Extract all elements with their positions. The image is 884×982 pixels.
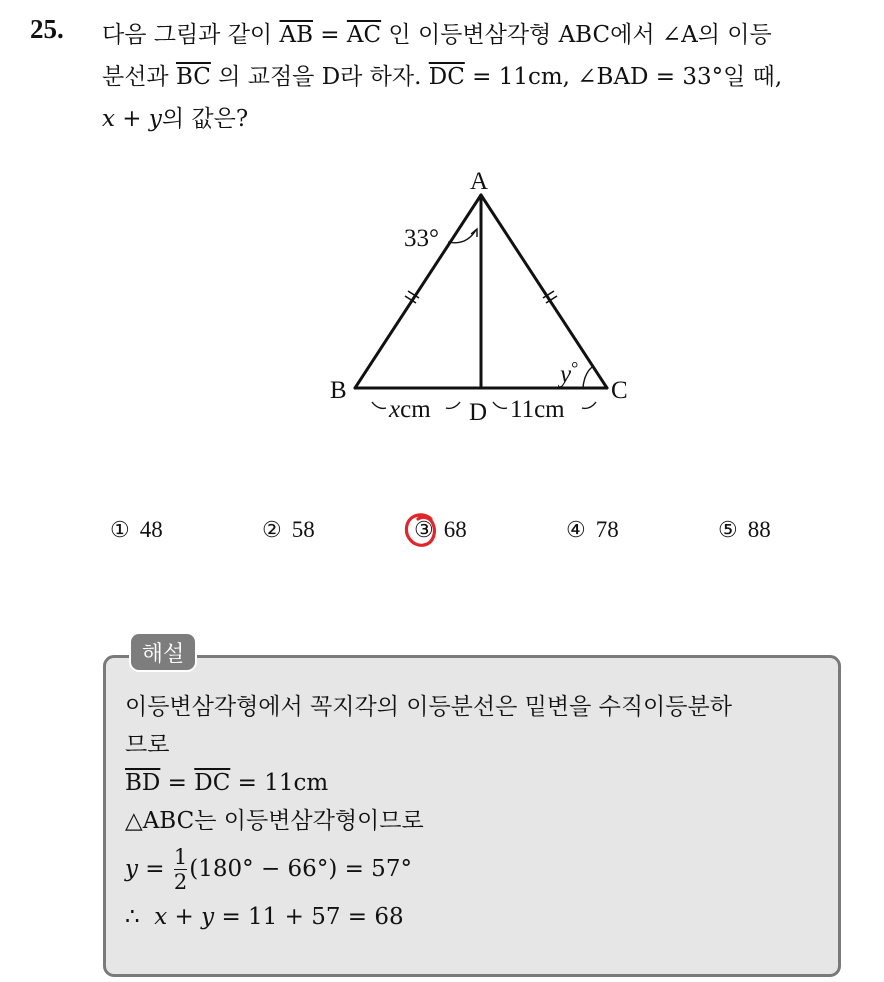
- solution-content: [125, 688, 825, 936]
- angle-33-label: 33°: [404, 225, 439, 252]
- bd-length-label: xcm: [389, 396, 431, 423]
- segment-ac: $\overline{AC}$: [346, 22, 382, 48]
- choice-5[interactable]: ⑤ 88: [718, 517, 771, 542]
- label-c: C: [611, 377, 628, 404]
- tick-ab-2: [408, 291, 419, 298]
- segment-ab: $\overline{AB}$: [279, 22, 313, 48]
- question-text: [102, 14, 862, 140]
- angle-a-arc: [448, 230, 476, 243]
- choice-3[interactable]: ③ 68: [414, 517, 467, 542]
- question-line-3: x + y의 값은?: [102, 106, 249, 132]
- segment-dc: $\overline{DC}$: [428, 64, 465, 90]
- fraction-one-half: $\frac{1}{2}$: [173, 844, 188, 894]
- choice-1[interactable]: ① 48: [110, 517, 163, 542]
- segment-bc: $\overline{BC}$: [175, 64, 211, 90]
- tick-ac-1: [543, 291, 554, 298]
- side-ab: [355, 195, 481, 388]
- angle-a-arrowhead: [471, 229, 477, 237]
- segment-dc-solution: $\overline{DC}$: [194, 770, 231, 796]
- solution-line-1: 이등변삼각형에서 꼭지각의 이등분선은 밑변을 수직이등분하: [125, 694, 732, 720]
- choice-4[interactable]: ④ 78: [566, 517, 619, 542]
- question-number: 25.: [30, 14, 64, 44]
- choice-2[interactable]: ② 58: [262, 517, 315, 542]
- tick-ab-1: [405, 296, 416, 303]
- segment-bd: $\overline{BD}$: [125, 770, 161, 796]
- solution-line-5: y = $\frac{1}{2}$ (180° − 66°) = 57°: [125, 844, 412, 894]
- solution-tab: 해설: [129, 632, 197, 672]
- solution-line-2: 므로: [125, 732, 170, 758]
- question-line-1: 다음 그림과 같이 $\overline{AB} = \overline{AC}$ 인 이등변삼각형 ABC에서 ∠A의 이등: [102, 22, 772, 48]
- label-a: A: [470, 168, 489, 195]
- dim-dc: [493, 402, 596, 408]
- angle-c-arc: [583, 367, 592, 388]
- answer-choices: [0, 517, 884, 557]
- label-b: B: [330, 377, 347, 404]
- dc-length-label: 11cm: [510, 396, 565, 423]
- label-d: D: [469, 399, 488, 426]
- solution-line-4: △ABC는 이등변삼각형이므로: [125, 808, 424, 834]
- angle-y-label: y°: [560, 358, 579, 388]
- solution-line-3: $\overline{BD} = \overline{DC} = 11cm$: [125, 770, 329, 796]
- side-ac: [481, 195, 607, 388]
- tick-ac-2: [546, 296, 557, 303]
- dim-bd: [372, 402, 460, 408]
- question-line-2: 분선과 $\overline{BC}$ 의 교점을 D라 하자. $\overline{DC} = 11cm$, ∠BAD = 33°일 때,: [102, 64, 783, 90]
- solution-line-6: ∴ x + y = 11 + 57 = 68: [125, 904, 404, 930]
